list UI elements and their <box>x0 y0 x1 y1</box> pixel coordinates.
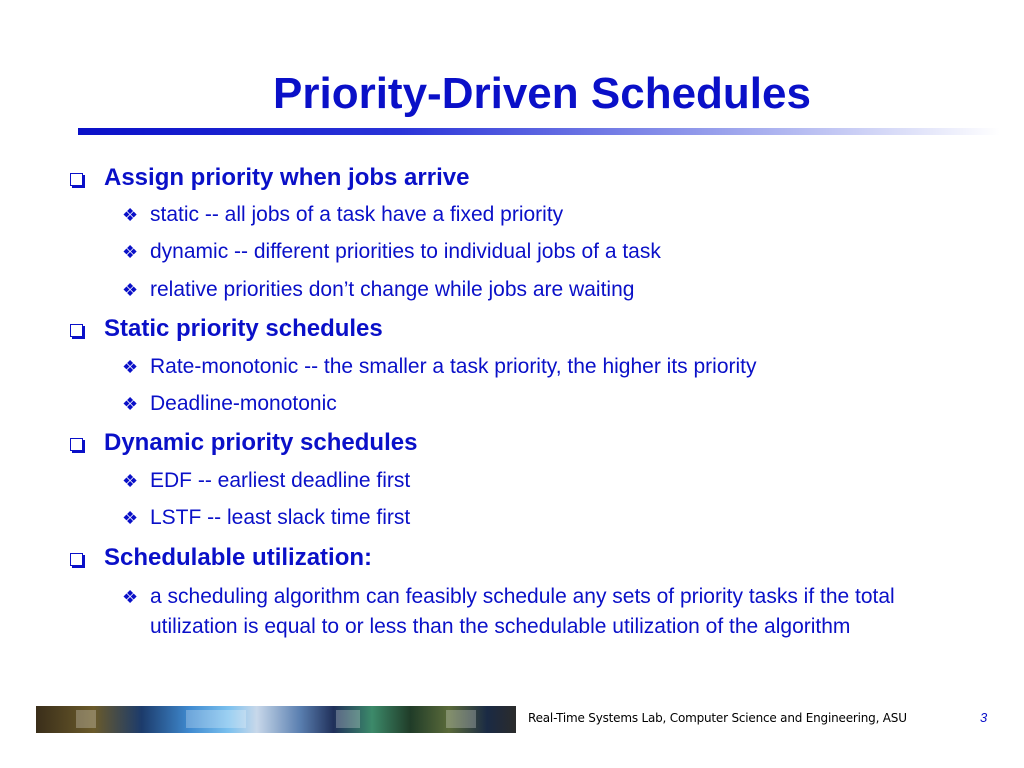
section-heading-text: Dynamic priority schedules <box>104 429 418 456</box>
section-heading-text: Static priority schedules <box>104 315 383 342</box>
bullet-item-text: relative priorities don’t change while jobs are waiting <box>150 278 635 301</box>
bullet-item-text: a scheduling algorithm can feasibly schedule any sets of priority tasks if the total utilization is equal to or less than the schedulable utilization of the algorithm <box>150 585 895 638</box>
four-diamond-bullet-icon: ❖ <box>122 471 139 491</box>
section-heading-text: Assign priority when jobs arrive <box>104 164 470 191</box>
bullet-item-text: LSTF -- least slack time first <box>150 506 411 529</box>
hollow-square-icon <box>70 545 98 573</box>
four-diamond-bullet-icon: ❖ <box>122 280 139 300</box>
four-diamond-bullet-icon: ❖ <box>122 587 139 607</box>
page-number: 3 <box>980 710 988 725</box>
bullet-item-text: dynamic -- different priorities to individual jobs of a task <box>150 240 661 263</box>
hollow-square-icon <box>70 316 98 344</box>
bullet-item-text: Deadline-monotonic <box>150 392 337 415</box>
title-underline <box>78 128 1000 135</box>
bullet-item-text: Rate-monotonic -- the smaller a task priority, the higher its priority <box>150 355 757 378</box>
four-diamond-bullet-icon: ❖ <box>122 205 139 225</box>
bullet-item-text: static -- all jobs of a task have a fixed priority <box>150 203 564 226</box>
hollow-square-icon <box>70 430 98 458</box>
four-diamond-bullet-icon: ❖ <box>122 394 139 414</box>
section-heading-text: Schedulable utilization: <box>104 544 373 571</box>
footer-image-strip <box>36 706 516 733</box>
footer-lab-name: Real-Time Systems Lab, Computer Science and Engineering, ASU <box>528 711 907 725</box>
hollow-square-icon <box>70 165 98 193</box>
four-diamond-bullet-icon: ❖ <box>122 242 139 262</box>
four-diamond-bullet-icon: ❖ <box>122 357 139 377</box>
four-diamond-bullet-icon: ❖ <box>122 508 139 528</box>
bullet-item-text: EDF -- earliest deadline first <box>150 469 411 492</box>
slide-title: Priority-Driven Schedules <box>273 69 811 118</box>
